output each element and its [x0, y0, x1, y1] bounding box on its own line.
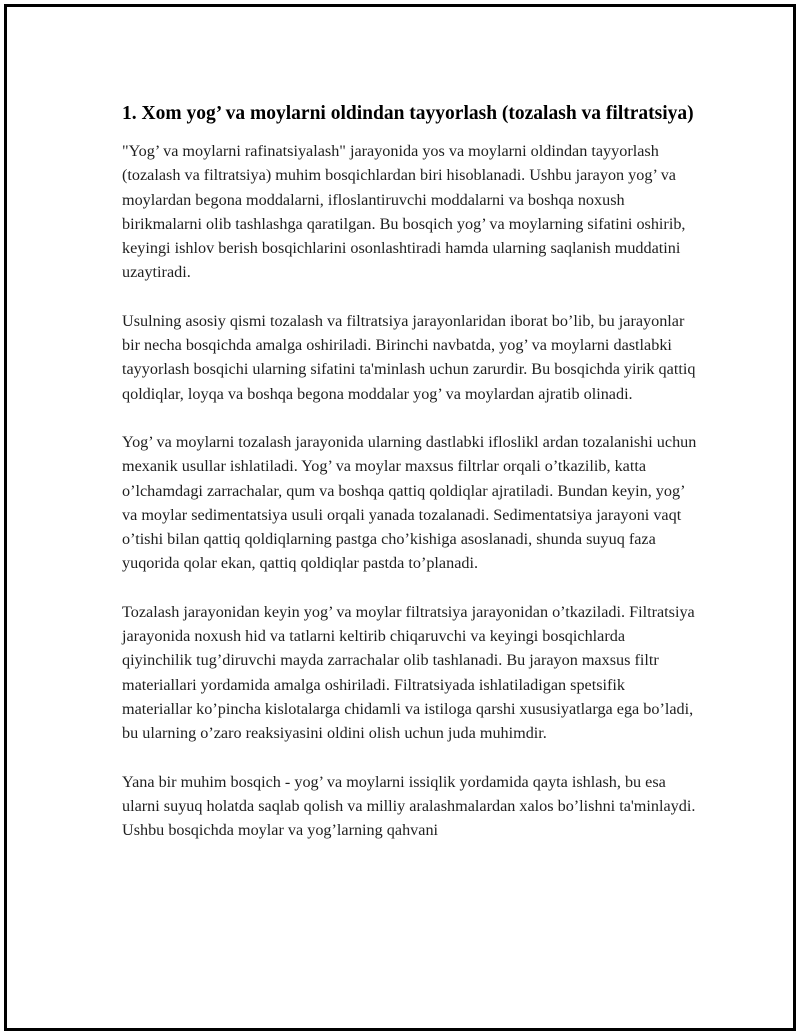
document-body — [122, 99, 697, 866]
paragraph-3: Yog’ va moylarni tozalash jarayonida ularning dastlabki ifloslikl ardan tozalanishi uchun mexanik usullar ishlatiladi. Yog’ va moylar maxsus filtrlar orqali o’tkazilib, katta o’lchamdagi zarrachalar, qum va boshqa qattiq qoldiqlar ajratiladi. Bundan keyin, yog’ va moylar sedimentatsiya usuli orqali yanada tozalanadi. Sedimentatsiya jarayoni vaqt o’tishi bilan qattiq qoldiqlarning pastga cho’kishiga asoslanadi, shunda suyuq faza yuqorida qolar ekan, qattiq qoldiqlar pastda to’planadi. — [122, 432, 697, 573]
paragraph-1: "Yog’ va moylarni rafinatsiyalash" jarayonida yos va moylarni oldindan tayyorlash (tozalash va filtratsiya) muhim bosqichlardan biri hisoblanadi. Ushbu jarayon yog’ va moylardan begona moddalarni, ifloslantiruvchi moddalarni va boshqa noxush birikmalarni olib tashlashga qaratilgan. Bu bosqich yog’ va moylarning sifatini oshirib, keyingi ishlov berish bosqichlarini osonlashtiradi hamda ularning saqlanish muddatini uzaytiradi. — [122, 142, 686, 282]
section-heading: 1. Xom yog’ va moylarni oldindan tayyorlash (tozalash va filtratsiya) — [122, 103, 694, 124]
paragraph-4: Tozalash jarayonidan keyin yog’ va moylar filtratsiya jarayonidan o’tkaziladi. Filtratsiya jarayonida noxush hid va tatlarni keltirib chiqaruvchi va keyingi bosqichlarda qiyinchilik tug’diruvchi mayda zarrachalar olib tashlanadi. Bu jarayon maxsus filtr materiallari yordamida amalga oshiriladi. Filtratsiyada ishlatiladigan spetsifik materiallar ko’pincha kislotalarga chidamli va istiloga qarshi xususiyatlarga ega bo’ladi, bu ularning o’zaro reaksiyasini oldini olish uchun juda muhimdir. — [122, 602, 695, 743]
paragraph-5: Yana bir muhim bosqich - yog’ va moylarni issiqlik yordamida qayta ishlash, bu esa ularni suyuq holatda saqlab qolish va milliy aralashmalardan xalos bo’lishni ta'minlaydi. Ushbu bosqichda moylar va yog’larning qahvani — [122, 772, 696, 840]
page-frame — [4, 4, 796, 1031]
paragraph-2: Usulning asosiy qismi tozalash va filtratsiya jarayonlaridan iborat bo’lib, bu jarayonlar bir necha bosqichda amalga oshiriladi. Birinchi navbatda, yog’ va moylarni dastlabki tayyorlash bosqichi ularning sifatini ta'minlash uchun zarurdir. Bu bosqichda yirik qattiq qoldiqlar, loyqa va boshqa begona moddalar yog’ va moylardan ajratib olinadi. — [122, 311, 696, 403]
